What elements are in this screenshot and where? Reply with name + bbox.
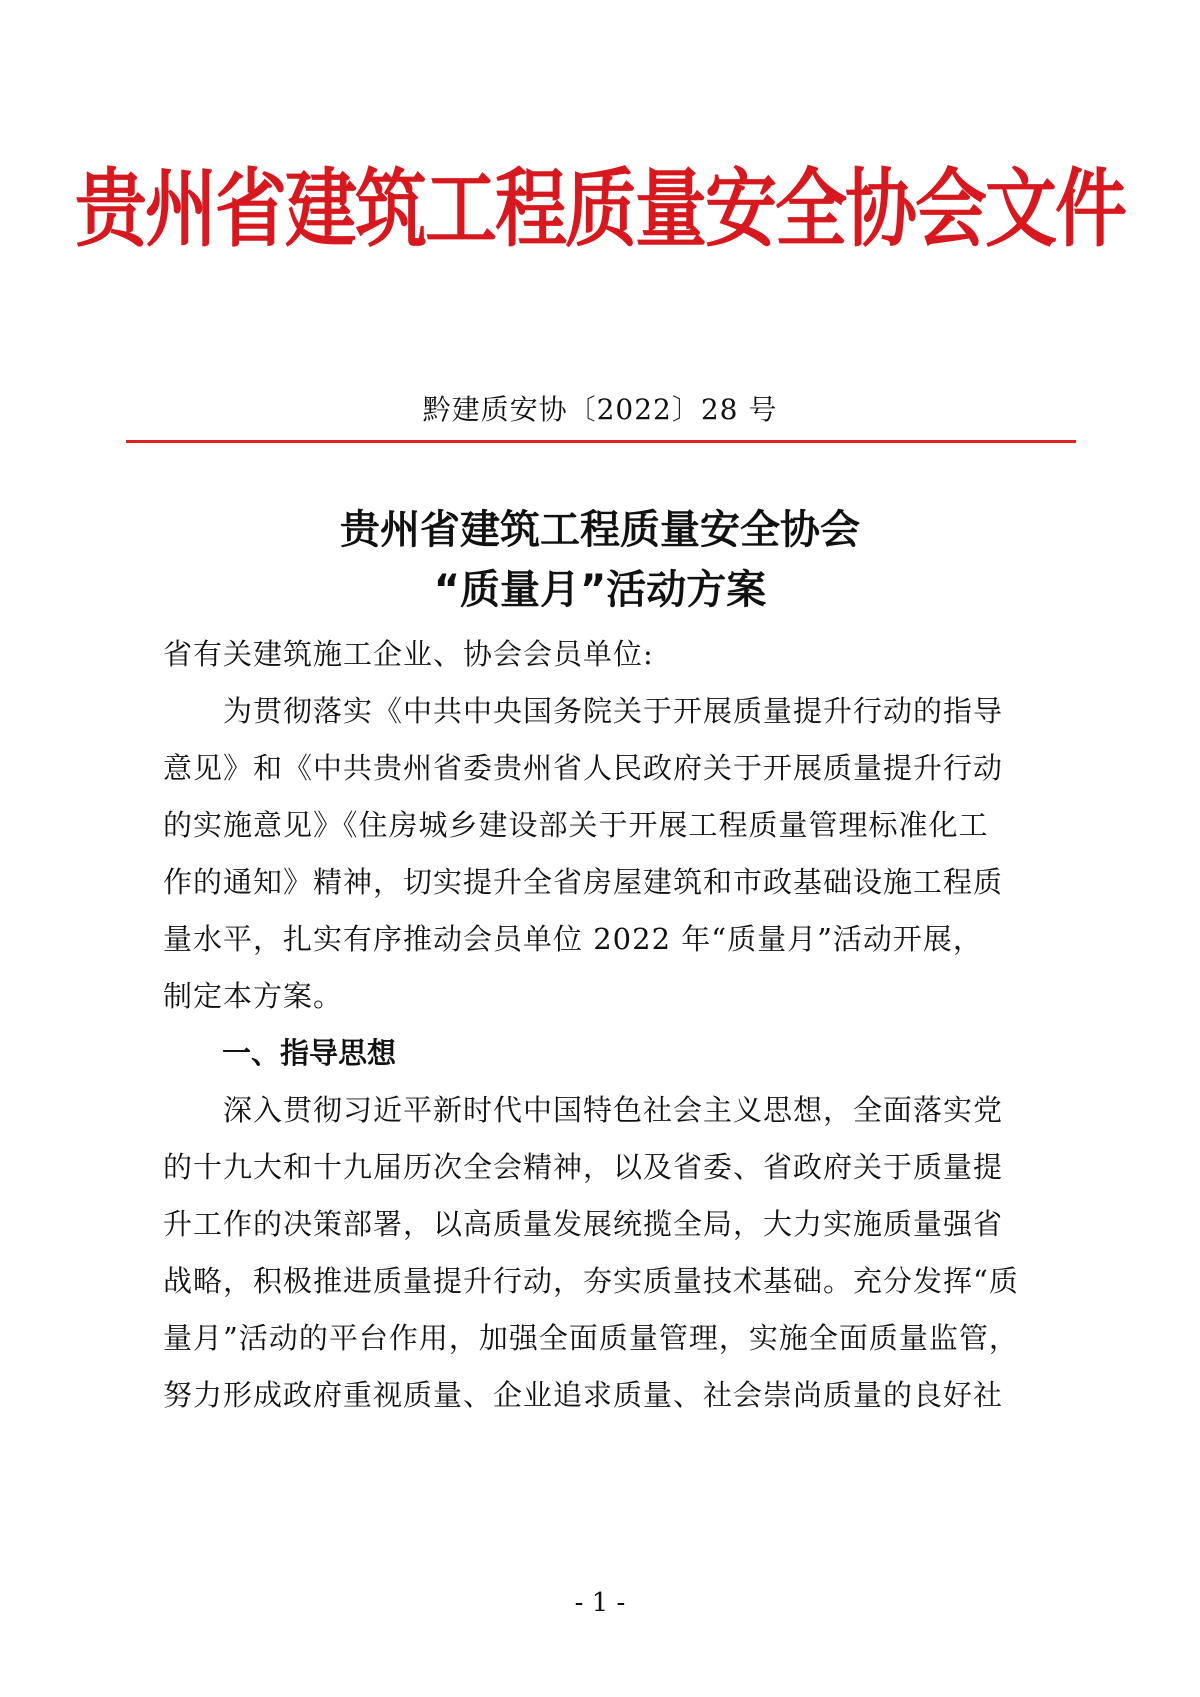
page-number: - 1 -	[574, 1588, 626, 1618]
salutation: 省有关建筑施工企业、协会会员单位:	[163, 637, 654, 671]
section-line: 深入贯彻习近平新时代中国特色社会主义思想，全面落实党	[163, 1093, 1004, 1127]
red-divider-line	[126, 440, 1076, 443]
intro-line: 作的通知》精神，切实提升全省房屋建筑和市政基础设施工程质	[163, 865, 1004, 899]
masthead-title: 贵州省建筑工程质量安全协会文件	[74, 158, 1125, 259]
section-line: 努力形成政府重视质量、企业追求质量、社会崇尚质量的良好社	[163, 1378, 1004, 1412]
document-title-line-2: “质量月”活动方案	[433, 567, 767, 613]
document-number: 黔建质安协〔2022〕28 号	[422, 393, 778, 426]
section-heading-guiding-ideology: 一、指导思想	[222, 1036, 397, 1070]
section-line: 量月”活动的平台作用，加强全面质量管理，实施全面质量监管，	[163, 1321, 1019, 1355]
intro-line: 为贯彻落实《中共中央国务院关于开展质量提升行动的指导	[163, 694, 1004, 728]
section-line: 升工作的决策部署，以高质量发展统揽全局，大力实施质量强省	[163, 1207, 1004, 1241]
document-title-line-1: 贵州省建筑工程质量安全协会	[340, 507, 860, 553]
intro-line: 意见》和《中共贵州省委贵州省人民政府关于开展质量提升行动	[163, 751, 1004, 785]
intro-line: 制定本方案。	[163, 979, 344, 1013]
section-line: 的十九大和十九届历次全会精神，以及省委、省政府关于质量提	[163, 1150, 1004, 1184]
intro-line: 的实施意见》《住房城乡建设部关于开展工程质量管理标准化工	[163, 808, 989, 842]
intro-line: 量水平，扎实有序推动会员单位 2022 年“质量月”活动开展，	[163, 922, 983, 956]
section-line: 战略，积极推进质量提升行动，夯实质量技术基础。充分发挥“质	[163, 1264, 1019, 1298]
